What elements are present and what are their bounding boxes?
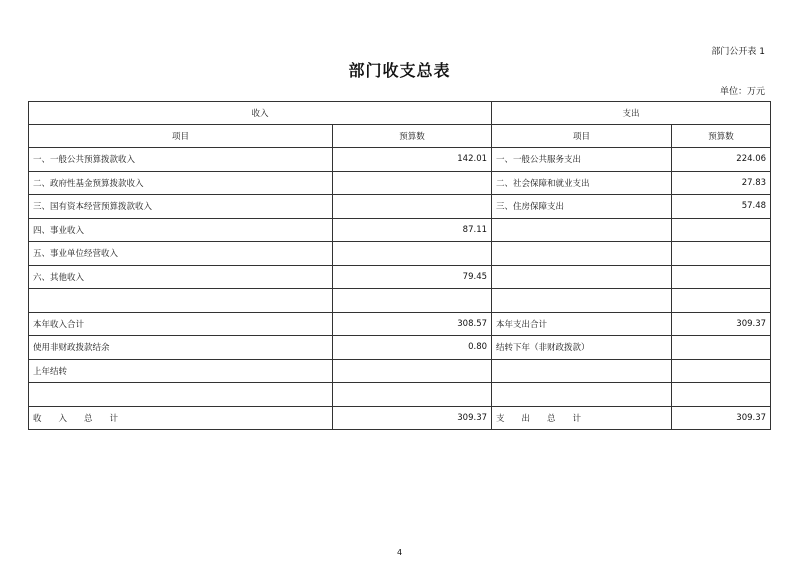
expense-amount-cell [672,218,771,242]
expense-amount-cell [672,289,771,313]
document-label: 部门公开表 1 [711,47,765,57]
budget-table [28,101,771,430]
expense-item-header: 项目 [492,125,672,148]
income-item-cell: 四、事业收入 [29,218,333,242]
income-item-cell [29,383,333,407]
income-amount-cell [333,289,492,313]
table-row [29,383,771,407]
expense-amount-cell [672,242,771,266]
income-item-cell: 三、国有资本经营预算拨款收入 [29,195,333,219]
income-item-cell: 一、一般公共预算拨款收入 [29,148,333,172]
page-number: 4 [396,548,403,557]
table-row [29,359,771,383]
expense-budget-header: 预算数 [672,125,771,148]
income-item-cell: 上年结转 [29,359,333,383]
income-item-cell: 使用非财政拨款结余 [29,336,333,360]
expense-amount-cell [672,383,771,407]
income-amount-cell [333,242,492,266]
expense-amount-cell [672,265,771,289]
income-amount-cell: 79.45 [333,265,492,289]
income-amount-cell: 0.80 [333,336,492,360]
expense-item-cell [492,383,672,407]
income-amount-cell: 142.01 [333,148,492,172]
income-item-cell: 本年收入合计 [29,312,333,336]
table-row [29,148,771,172]
expense-item-cell [492,359,672,383]
income-amount-cell: 87.11 [333,218,492,242]
header-row-columns [29,125,771,148]
page-title: 部门收支总表 [348,61,451,80]
expense-amount-cell [672,359,771,383]
expense-item-cell: 三、住房保障支出 [492,195,672,219]
income-item-cell: 五、事业单位经营收入 [29,242,333,266]
table-row [29,406,771,430]
table-row [29,242,771,266]
income-item-cell: 收 入 总 计 [29,406,333,430]
income-item-header: 项目 [29,125,333,148]
expense-amount-cell: 27.83 [672,171,771,195]
income-amount-cell [333,359,492,383]
income-amount-cell: 308.57 [333,312,492,336]
expense-item-cell [492,218,672,242]
unit-label: 单位：万元 [719,87,765,97]
header-row-sections [29,102,771,125]
income-header: 收入 [29,102,492,125]
expense-amount-cell: 224.06 [672,148,771,172]
income-amount-cell [333,171,492,195]
table-row [29,312,771,336]
table-row [29,265,771,289]
table-row [29,336,771,360]
income-item-cell: 二、政府性基金预算拨款收入 [29,171,333,195]
table-row [29,218,771,242]
expense-item-cell: 结转下年（非财政拨款） [492,336,672,360]
table-body [29,148,771,430]
expense-item-cell: 本年支出合计 [492,312,672,336]
expense-amount-cell: 309.37 [672,312,771,336]
expense-item-cell [492,289,672,313]
expense-header: 支出 [492,102,771,125]
expense-item-cell [492,265,672,289]
expense-item-cell: 二、社会保障和就业支出 [492,171,672,195]
income-amount-cell [333,383,492,407]
table-row [29,195,771,219]
expense-item-cell: 一、一般公共服务支出 [492,148,672,172]
expense-amount-cell: 309.37 [672,406,771,430]
expense-amount-cell: 57.48 [672,195,771,219]
income-amount-cell: 309.37 [333,406,492,430]
income-budget-header: 预算数 [333,125,492,148]
expense-item-cell: 支 出 总 计 [492,406,672,430]
table-row [29,289,771,313]
expense-amount-cell [672,336,771,360]
income-item-cell [29,289,333,313]
expense-item-cell [492,242,672,266]
income-item-cell: 六、其他收入 [29,265,333,289]
income-amount-cell [333,195,492,219]
table-row [29,171,771,195]
